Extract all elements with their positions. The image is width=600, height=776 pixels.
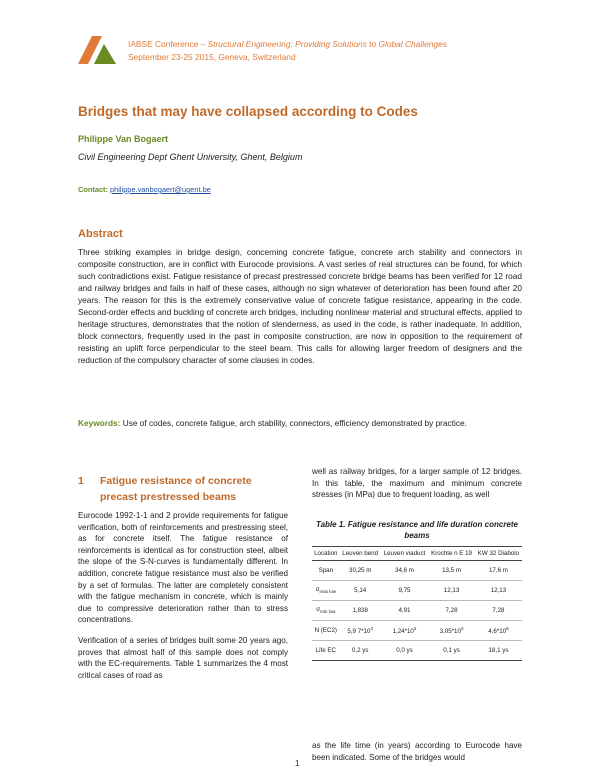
paper-title: Bridges that may have collapsed according to Codes: [78, 104, 418, 119]
section-number: 1: [78, 475, 84, 487]
table-header-cell: Location: [312, 547, 340, 561]
sigma-symbol: σ: [315, 586, 320, 594]
table-cell: 5,14: [340, 581, 381, 601]
table-cell: 0,2 ys: [340, 641, 381, 661]
sigma-subscript: min low: [320, 609, 336, 615]
table-row: [312, 601, 522, 621]
table-cell: 4,91: [381, 601, 428, 621]
table-cell: [381, 621, 428, 641]
table-cell: 34,6 m: [381, 561, 428, 581]
keywords-text: Use of codes, concrete fatigue, arch stability, connectors, efficiency demonstrated by practice.: [122, 418, 467, 428]
cell-exponent: 2: [413, 625, 417, 631]
table-cell: 12,13: [475, 581, 522, 601]
table-header-cell: Leuven viaduct: [381, 547, 428, 561]
author-affiliation: Civil Engineering Dept Ghent University, Ghent, Belgium: [78, 152, 303, 162]
table-cell: 18,1 ys: [475, 641, 522, 661]
conference-header: [128, 38, 447, 64]
table-header-cell: KW 32 Diabolo: [475, 547, 522, 561]
conference-theme: Structural Engineering: Providing Solutions to Global Challenges: [207, 39, 447, 49]
table-cell: 9,75: [381, 581, 428, 601]
row-label: [312, 581, 340, 601]
table-row: [312, 561, 522, 581]
cell-exponent: 6: [506, 625, 509, 631]
table-cell: 7,28: [428, 601, 475, 621]
keywords: [78, 417, 522, 429]
table-cell: 30,25 m: [340, 561, 381, 581]
table-cell: [428, 621, 475, 641]
table-header-row: [312, 547, 522, 561]
cell-mantissa: 1,24*10: [392, 628, 414, 636]
table-header-cell: Krochte n E 19: [428, 547, 475, 561]
cell-exponent: 3: [460, 625, 464, 631]
table-header-cell: Leuven bend: [340, 547, 381, 561]
fatigue-table: [312, 546, 522, 661]
cell-mantissa: 4,6*10: [488, 628, 507, 636]
right-column-top: [312, 466, 522, 510]
table-cell: [475, 621, 522, 641]
table-cell: [340, 621, 381, 641]
sigma-subscript: max low: [319, 589, 336, 595]
table-row: [312, 621, 522, 641]
table-cell: 17,6 m: [475, 561, 522, 581]
paragraph: well as railway bridges, for a larger sample of 12 bridges. In this table, the maximum and minimum concrete stresses (in MPa) due to frequent loading, as well: [312, 467, 522, 500]
table-row: [312, 641, 522, 661]
author-name: Philippe Van Bogaert: [78, 134, 169, 144]
row-label: N (EC2): [312, 621, 340, 641]
abstract-heading: Abstract: [78, 228, 123, 240]
table-cell: 13,5 m: [428, 561, 475, 581]
row-label: [312, 601, 340, 621]
paragraph: as the life time (in years) according to Eurocode have been indicated. Some of the bridges would: [312, 741, 522, 762]
table-caption: Table 1. Fatigue resistance and life duration concrete beams: [316, 520, 518, 540]
conference-dates: September 23-25 2015, Geneva, Switzerland: [128, 52, 296, 62]
contact-email-link[interactable]: philippe.vanbogaert@ugent.be: [110, 185, 211, 194]
table-row: [312, 581, 522, 601]
table-cell: 1,838: [340, 601, 381, 621]
paragraph: Verification of a series of bridges built some 20 years ago, proves that almost half of this sample does not comply with the EC-requirements. Table 1 summarizes the 4 most critical cases of road as: [78, 635, 288, 680]
abstract-text: Three striking examples in bridge design, concerning concrete fatigue, concrete arch stability and connectors in composite construction, are in conflict with Eurocode provisions. A vast series of real structures can be found, for which such contradictions exist. Fatigue resistance of precast prestressed concrete bridge beams has been verified for 12 road and railway bridges and fails in half of these cases, although no sign whatever of deterioration has been found after 20 years. The reason for this is the extremely conservative value of concrete fatigue resistance, appearing in the code. Second-order effects and buckling of concrete arch bridges, including nonlinear material and structural effects, applied to heritage structures, demonstrates that the notion of slenderness, as used in the code, is rather inadequate. In addition, block connectors, frequently used in the past in composite construction, are now in opposition to the requirement of resisting an uplift force perpendicular to the steel beam. This calls for allowing larger freedom of designers and the reduction of the compulsory character of some clauses in codes.: [78, 247, 522, 365]
sigma-symbol: σ: [316, 606, 321, 614]
section-title-line1: Fatigue resistance of concrete: [100, 475, 252, 487]
table-cell: 12,13: [428, 581, 475, 601]
row-label: Span: [312, 561, 340, 581]
cell-mantissa: 5,9 7*10: [347, 628, 371, 636]
conference-logo: [78, 34, 116, 64]
left-column: [78, 510, 288, 690]
contact-line: [78, 185, 211, 194]
contact-label: Contact:: [78, 185, 108, 194]
conference-name: IABSE Conference –: [128, 39, 208, 49]
table-cell: 7,28: [475, 601, 522, 621]
logo-green-shape: [94, 44, 116, 64]
cell-mantissa: 3,05*10: [439, 628, 461, 636]
section-title-line2: precast prestressed beams: [100, 491, 236, 503]
row-label: Life EC: [312, 641, 340, 661]
table-cell: 0,1 ys: [428, 641, 475, 661]
keywords-label: Keywords:: [78, 418, 121, 428]
paragraph: Eurocode 1992-1-1 and 2 provide requirements for fatigue verification, both of reinforcements and prestressing steel, as for concrete itself. The fatigue resistance of reinforcements is identical as for construction steel, albeit the slope of the S-N-curves is fundamentally different. In addition, concrete fatigue resistance must also be verified by a set of formulas. The latter are completely consistent with the fatigue mechanism in concrete, which is mainly due to compressive deterioration rather than to stress concentrations.: [78, 511, 288, 625]
section-1-heading: [78, 473, 288, 505]
table-cell: 0,0 ys: [381, 641, 428, 661]
page-number: 1: [295, 759, 300, 768]
right-column-bottom: [312, 740, 522, 772]
cell-exponent: 3: [370, 625, 373, 631]
